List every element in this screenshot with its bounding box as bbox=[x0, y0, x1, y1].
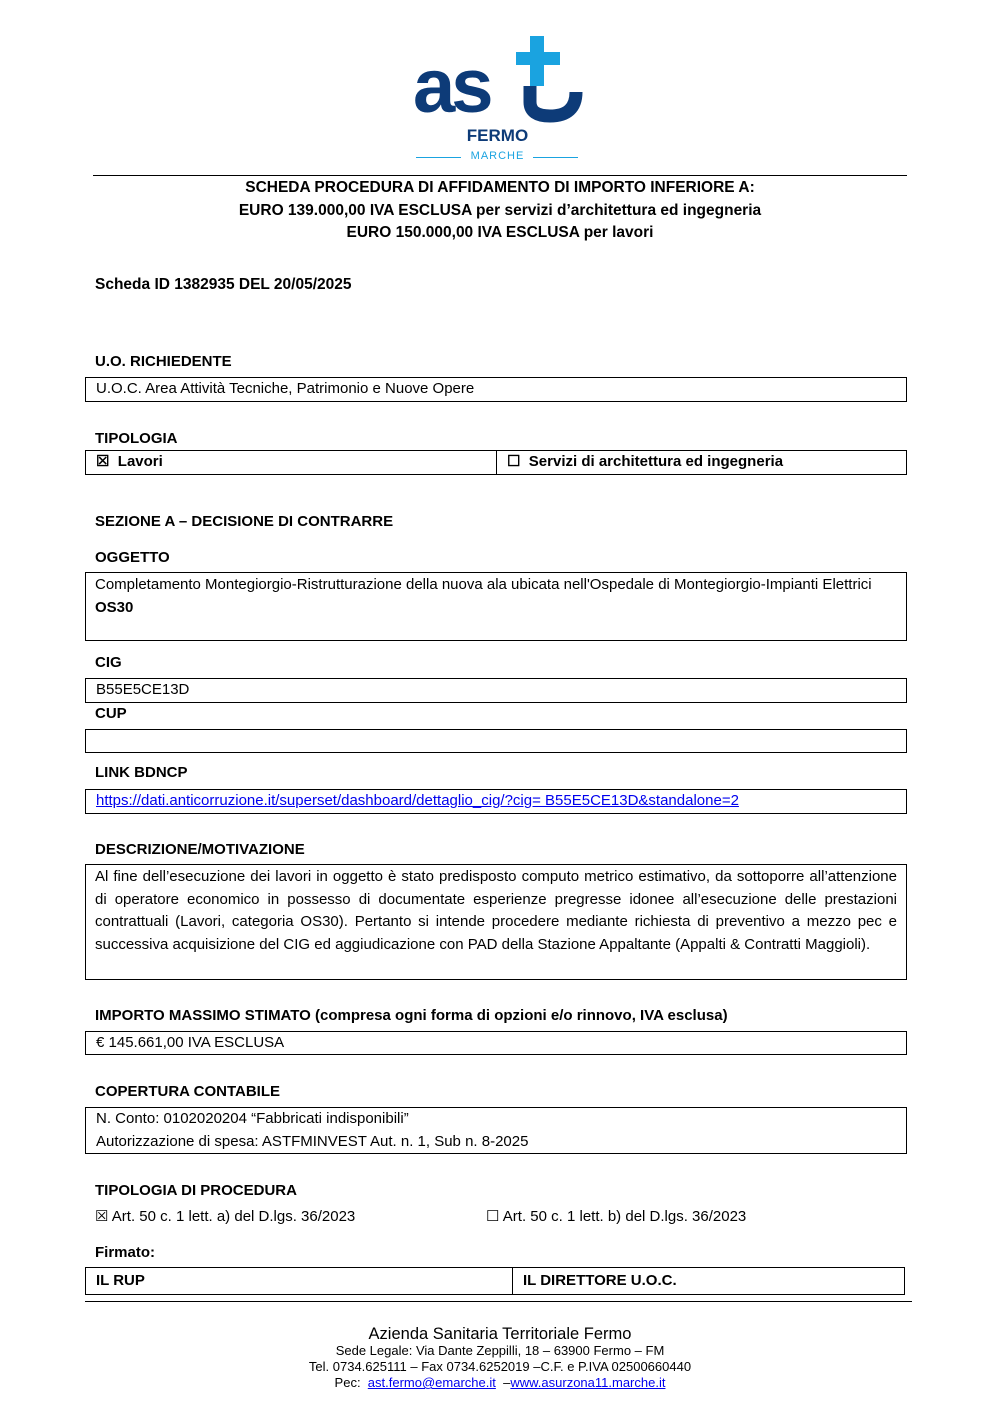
uo-field bbox=[85, 377, 907, 402]
scheda-id: Scheda ID 1382935 DEL 20/05/2025 bbox=[95, 276, 352, 293]
cig-label: CIG bbox=[95, 654, 122, 671]
importo-label: IMPORTO MASSIMO STIMATO (compresa ogni forma di opzioni e/o rinnovo, IVA esclusa) bbox=[95, 1007, 728, 1024]
procedura-opt-b[interactable] bbox=[486, 1206, 746, 1228]
procedura-opt-a[interactable] bbox=[95, 1206, 355, 1228]
oggetto-field bbox=[85, 572, 907, 641]
tipologia-field bbox=[85, 450, 907, 475]
cig-value: B55E5CE13D bbox=[96, 681, 190, 698]
bdncp-link[interactable]: https://dati.anticorruzione.it/superset/dashboard/dettaglio_cig/?cig= B55E5CE13D&standalone=2 bbox=[96, 792, 739, 809]
pec-label: Pec: bbox=[334, 1375, 361, 1390]
procedura-opt-a-label: Art. 50 c. 1 lett. a) del D.lgs. 36/2023 bbox=[111, 1208, 356, 1225]
importo-field bbox=[85, 1031, 907, 1055]
checkbox-checked-icon: ☒ bbox=[96, 453, 110, 470]
copertura-field bbox=[85, 1107, 907, 1154]
descrizione-field bbox=[85, 864, 907, 980]
tipologia-label: TIPOLOGIA bbox=[95, 430, 178, 447]
footer-separator: – bbox=[503, 1375, 511, 1390]
tipologia-lavori-label: Lavori bbox=[117, 453, 163, 470]
oggetto-text: Completamento Montegiorgio-Ristrutturazione della nuova ala ubicata nell'Ospedale di Montegiorgio-Impianti Elettrici bbox=[95, 576, 872, 593]
importo-value: € 145.661,00 IVA ESCLUSA bbox=[96, 1034, 285, 1051]
website-link[interactable]: www.asurzona11.marche.it bbox=[510, 1375, 666, 1390]
copertura-conto: N. Conto: 0102020204 “Fabbricati indisponibili” bbox=[96, 1110, 409, 1127]
checkbox-empty-icon: ☐ bbox=[507, 453, 521, 470]
firme-table bbox=[85, 1267, 905, 1295]
link-field bbox=[85, 789, 907, 814]
rup-label: IL RUP bbox=[96, 1272, 145, 1289]
descrizione-label: DESCRIZIONE/MOTIVAZIONE bbox=[95, 841, 305, 858]
doc-title-1: SCHEDA PROCEDURA DI AFFIDAMENTO DI IMPORTO INFERIORE A: bbox=[245, 179, 755, 196]
link-label: LINK BDNCP bbox=[95, 764, 188, 781]
cup-label: CUP bbox=[95, 705, 127, 722]
checkbox-checked-icon: ☒ bbox=[95, 1208, 109, 1225]
checkbox-empty-icon: ☐ bbox=[486, 1208, 500, 1225]
footer-sede: Sede Legale: Via Dante Zeppilli, 18 – 63900 Fermo – FM bbox=[335, 1343, 665, 1358]
copertura-autorizzazione: Autorizzazione di spesa: ASTFMINVEST Aut. n. 1, Sub n. 8-2025 bbox=[96, 1133, 529, 1150]
oggetto-label: OGGETTO bbox=[95, 549, 170, 566]
logo-fermo: FERMO bbox=[466, 126, 529, 145]
pec-link[interactable]: ast.fermo@emarche.it bbox=[367, 1375, 496, 1390]
logo bbox=[410, 30, 590, 165]
logo-marche: MARCHE bbox=[470, 150, 525, 162]
tipologia-lavori[interactable] bbox=[86, 451, 163, 474]
procedura-opt-b-label: Art. 50 c. 1 lett. b) del D.lgs. 36/2023 bbox=[502, 1208, 747, 1225]
sezione-a-heading: SEZIONE A – DECISIONE DI CONTRARRE bbox=[95, 513, 394, 530]
footer-rule bbox=[85, 1301, 912, 1302]
cup-field bbox=[85, 729, 907, 753]
footer-company: Azienda Sanitaria Territoriale Fermo bbox=[368, 1325, 632, 1343]
svg-text:as: as bbox=[413, 44, 490, 129]
tipologia-servizi[interactable] bbox=[496, 451, 906, 474]
footer-tel: Tel. 0734.625111 – Fax 0734.6252019 –C.F. e P.IVA 02500660440 bbox=[308, 1359, 692, 1374]
tipologia-servizi-label: Servizi di architettura ed ingegneria bbox=[528, 453, 784, 470]
header-rule bbox=[93, 175, 907, 176]
procedura-label: TIPOLOGIA DI PROCEDURA bbox=[95, 1182, 297, 1199]
footer-contacts bbox=[0, 1375, 1000, 1391]
direttore-label: IL DIRETTORE U.O.C. bbox=[512, 1268, 904, 1294]
oggetto-code: OS30 bbox=[95, 598, 134, 616]
firmato-label: Firmato: bbox=[95, 1244, 155, 1261]
uo-label: U.O. RICHIEDENTE bbox=[95, 353, 232, 370]
cig-field bbox=[85, 678, 907, 703]
doc-title-3: EURO 150.000,00 IVA ESCLUSA per lavori bbox=[346, 224, 654, 241]
descrizione-text: Al fine dell’esecuzione dei lavori in oggetto è stato predisposto computo metrico estimativo, da sottoporre all’attenzione di operatore economico in possesso di documentate esperienze pregresse idonee all’esecuzione delle prestazioni contrattuali (Lavori, categoria OS30). Pertanto si intende procedere mediante richiesta di preventivo a mezzo pec e successiva acquisizione del CIG ed aggiudicazione con PAD della Stazione Appaltante (Appalti & Contratti Maggioli). bbox=[95, 868, 897, 953]
cup-value bbox=[86, 730, 96, 752]
doc-title-2: EURO 139.000,00 IVA ESCLUSA per servizi d’architettura ed ingegneria bbox=[238, 202, 762, 219]
copertura-label: COPERTURA CONTABILE bbox=[95, 1083, 280, 1100]
uo-value: U.O.C. Area Attività Tecniche, Patrimonio e Nuove Opere bbox=[96, 380, 475, 397]
